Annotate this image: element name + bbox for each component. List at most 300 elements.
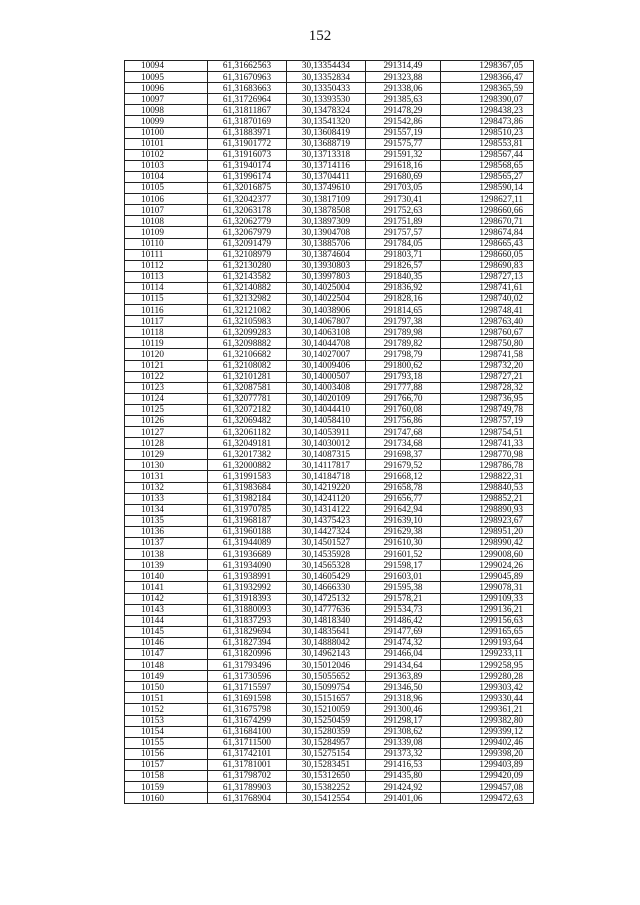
table-row xyxy=(125,782,534,793)
point-number-cell: 10146 xyxy=(125,637,208,648)
longitude-cell: 30,14818340 xyxy=(287,615,366,626)
point-number-cell: 10115 xyxy=(125,293,208,304)
latitude-cell: 61,31726964 xyxy=(208,94,287,105)
longitude-cell: 30,15280359 xyxy=(287,726,366,737)
coordinates-table-body xyxy=(125,61,534,804)
y-coordinate-cell: 1299156,63 xyxy=(441,615,534,626)
x-coordinate-cell: 291578,21 xyxy=(366,593,441,604)
longitude-cell: 30,13713318 xyxy=(287,149,366,160)
table-row xyxy=(125,438,534,449)
longitude-cell: 30,14022504 xyxy=(287,293,366,304)
x-coordinate-cell: 291730,41 xyxy=(366,194,441,205)
x-coordinate-cell: 291656,77 xyxy=(366,493,441,504)
longitude-cell: 30,14835641 xyxy=(287,626,366,637)
point-number-cell: 10094 xyxy=(125,61,208,72)
latitude-cell: 61,31711500 xyxy=(208,737,287,748)
point-number-cell: 10112 xyxy=(125,260,208,271)
point-number-cell: 10104 xyxy=(125,171,208,182)
latitude-cell: 61,32077781 xyxy=(208,393,287,404)
longitude-cell: 30,13714116 xyxy=(287,160,366,171)
table-row xyxy=(125,360,534,371)
longitude-cell: 30,14375423 xyxy=(287,515,366,526)
point-number-cell: 10117 xyxy=(125,316,208,327)
y-coordinate-cell: 1298736,95 xyxy=(441,393,534,404)
x-coordinate-cell: 291680,69 xyxy=(366,171,441,182)
x-coordinate-cell: 291747,68 xyxy=(366,427,441,438)
point-number-cell: 10132 xyxy=(125,482,208,493)
y-coordinate-cell: 1298754,51 xyxy=(441,427,534,438)
table-row xyxy=(125,416,534,427)
table-row xyxy=(125,793,534,804)
table-row xyxy=(125,149,534,160)
table-row xyxy=(125,338,534,349)
y-coordinate-cell: 1299399,12 xyxy=(441,726,534,737)
table-row xyxy=(125,393,534,404)
longitude-cell: 30,13354434 xyxy=(287,61,366,72)
longitude-cell: 30,14020109 xyxy=(287,393,366,404)
point-number-cell: 10114 xyxy=(125,282,208,293)
point-number-cell: 10156 xyxy=(125,748,208,759)
point-number-cell: 10135 xyxy=(125,515,208,526)
point-number-cell: 10095 xyxy=(125,72,208,83)
point-number-cell: 10111 xyxy=(125,249,208,260)
longitude-cell: 30,13904708 xyxy=(287,227,366,238)
table-row xyxy=(125,282,534,293)
table-row xyxy=(125,637,534,648)
point-number-cell: 10123 xyxy=(125,382,208,393)
table-row xyxy=(125,504,534,515)
latitude-cell: 61,31781001 xyxy=(208,759,287,770)
latitude-cell: 61,32140882 xyxy=(208,282,287,293)
y-coordinate-cell: 1299233,11 xyxy=(441,648,534,659)
latitude-cell: 61,32106682 xyxy=(208,349,287,360)
table-row xyxy=(125,715,534,726)
y-coordinate-cell: 1299109,33 xyxy=(441,593,534,604)
longitude-cell: 30,14427324 xyxy=(287,526,366,537)
x-coordinate-cell: 291766,70 xyxy=(366,393,441,404)
latitude-cell: 61,31901772 xyxy=(208,138,287,149)
x-coordinate-cell: 291784,05 xyxy=(366,238,441,249)
y-coordinate-cell: 1299008,60 xyxy=(441,549,534,560)
x-coordinate-cell: 291793,18 xyxy=(366,371,441,382)
x-coordinate-cell: 291603,01 xyxy=(366,571,441,582)
longitude-cell: 30,13749610 xyxy=(287,183,366,194)
table-row xyxy=(125,604,534,615)
point-number-cell: 10128 xyxy=(125,438,208,449)
x-coordinate-cell: 291598,17 xyxy=(366,560,441,571)
x-coordinate-cell: 291434,64 xyxy=(366,660,441,671)
point-number-cell: 10140 xyxy=(125,571,208,582)
table-row xyxy=(125,105,534,116)
x-coordinate-cell: 291618,16 xyxy=(366,160,441,171)
y-coordinate-cell: 1298670,71 xyxy=(441,216,534,227)
latitude-cell: 61,32049181 xyxy=(208,438,287,449)
y-coordinate-cell: 1298665,43 xyxy=(441,238,534,249)
y-coordinate-cell: 1298473,86 xyxy=(441,116,534,127)
latitude-cell: 61,31982184 xyxy=(208,493,287,504)
x-coordinate-cell: 291800,62 xyxy=(366,360,441,371)
longitude-cell: 30,14777636 xyxy=(287,604,366,615)
y-coordinate-cell: 1298690,83 xyxy=(441,260,534,271)
x-coordinate-cell: 291610,30 xyxy=(366,538,441,549)
table-row xyxy=(125,460,534,471)
table-row xyxy=(125,737,534,748)
y-coordinate-cell: 1298740,02 xyxy=(441,293,534,304)
point-number-cell: 10131 xyxy=(125,471,208,482)
longitude-cell: 30,14063108 xyxy=(287,327,366,338)
y-coordinate-cell: 1299280,28 xyxy=(441,671,534,682)
x-coordinate-cell: 291840,35 xyxy=(366,271,441,282)
table-row xyxy=(125,560,534,571)
point-number-cell: 10143 xyxy=(125,604,208,615)
table-row xyxy=(125,482,534,493)
longitude-cell: 30,13352834 xyxy=(287,72,366,83)
point-number-cell: 10160 xyxy=(125,793,208,804)
longitude-cell: 30,14038906 xyxy=(287,305,366,316)
y-coordinate-cell: 1298840,53 xyxy=(441,482,534,493)
longitude-cell: 30,13704411 xyxy=(287,171,366,182)
y-coordinate-cell: 1298822,31 xyxy=(441,471,534,482)
latitude-cell: 61,32098882 xyxy=(208,338,287,349)
latitude-cell: 61,31934090 xyxy=(208,560,287,571)
longitude-cell: 30,13997803 xyxy=(287,271,366,282)
x-coordinate-cell: 291401,06 xyxy=(366,793,441,804)
latitude-cell: 61,31798702 xyxy=(208,771,287,782)
x-coordinate-cell: 291789,98 xyxy=(366,327,441,338)
y-coordinate-cell: 1299303,42 xyxy=(441,682,534,693)
point-number-cell: 10113 xyxy=(125,271,208,282)
table-row xyxy=(125,748,534,759)
x-coordinate-cell: 291760,08 xyxy=(366,404,441,415)
latitude-cell: 61,31674299 xyxy=(208,715,287,726)
longitude-cell: 30,15055652 xyxy=(287,671,366,682)
y-coordinate-cell: 1298390,07 xyxy=(441,94,534,105)
longitude-cell: 30,14605429 xyxy=(287,571,366,582)
longitude-cell: 30,15210059 xyxy=(287,704,366,715)
x-coordinate-cell: 291601,52 xyxy=(366,549,441,560)
point-number-cell: 10105 xyxy=(125,183,208,194)
table-row xyxy=(125,471,534,482)
x-coordinate-cell: 291478,29 xyxy=(366,105,441,116)
point-number-cell: 10150 xyxy=(125,682,208,693)
latitude-cell: 61,32087581 xyxy=(208,382,287,393)
x-coordinate-cell: 291757,57 xyxy=(366,227,441,238)
point-number-cell: 10116 xyxy=(125,305,208,316)
longitude-cell: 30,14044708 xyxy=(287,338,366,349)
x-coordinate-cell: 291385,63 xyxy=(366,94,441,105)
x-coordinate-cell: 291703,05 xyxy=(366,183,441,194)
x-coordinate-cell: 291300,46 xyxy=(366,704,441,715)
y-coordinate-cell: 1299361,21 xyxy=(441,704,534,715)
x-coordinate-cell: 291339,08 xyxy=(366,737,441,748)
table-row xyxy=(125,327,534,338)
point-number-cell: 10153 xyxy=(125,715,208,726)
y-coordinate-cell: 1299330,44 xyxy=(441,693,534,704)
x-coordinate-cell: 291798,79 xyxy=(366,349,441,360)
x-coordinate-cell: 291338,06 xyxy=(366,83,441,94)
latitude-cell: 61,31968187 xyxy=(208,515,287,526)
table-row xyxy=(125,316,534,327)
latitude-cell: 61,32061182 xyxy=(208,427,287,438)
y-coordinate-cell: 1298951,20 xyxy=(441,526,534,537)
table-row xyxy=(125,582,534,593)
y-coordinate-cell: 1298590,14 xyxy=(441,183,534,194)
latitude-cell: 61,32063178 xyxy=(208,205,287,216)
table-row xyxy=(125,615,534,626)
longitude-cell: 30,14000507 xyxy=(287,371,366,382)
table-row xyxy=(125,205,534,216)
longitude-cell: 30,13541320 xyxy=(287,116,366,127)
longitude-cell: 30,14053911 xyxy=(287,427,366,438)
table-row xyxy=(125,171,534,182)
table-row xyxy=(125,138,534,149)
y-coordinate-cell: 1298923,67 xyxy=(441,515,534,526)
latitude-cell: 61,31715597 xyxy=(208,682,287,693)
y-coordinate-cell: 1298741,33 xyxy=(441,438,534,449)
x-coordinate-cell: 291777,88 xyxy=(366,382,441,393)
table-row xyxy=(125,293,534,304)
latitude-cell: 61,32016875 xyxy=(208,183,287,194)
x-coordinate-cell: 291323,88 xyxy=(366,72,441,83)
latitude-cell: 61,31675798 xyxy=(208,704,287,715)
latitude-cell: 61,31936689 xyxy=(208,549,287,560)
longitude-cell: 30,14535928 xyxy=(287,549,366,560)
table-row xyxy=(125,371,534,382)
longitude-cell: 30,13608419 xyxy=(287,127,366,138)
point-number-cell: 10152 xyxy=(125,704,208,715)
longitude-cell: 30,14003408 xyxy=(287,382,366,393)
point-number-cell: 10098 xyxy=(125,105,208,116)
table-row xyxy=(125,83,534,94)
latitude-cell: 61,32108979 xyxy=(208,249,287,260)
point-number-cell: 10120 xyxy=(125,349,208,360)
longitude-cell: 30,14888042 xyxy=(287,637,366,648)
longitude-cell: 30,13897309 xyxy=(287,216,366,227)
table-row xyxy=(125,515,534,526)
latitude-cell: 61,31742101 xyxy=(208,748,287,759)
longitude-cell: 30,14219220 xyxy=(287,482,366,493)
x-coordinate-cell: 291826,57 xyxy=(366,260,441,271)
table-row xyxy=(125,726,534,737)
coordinates-table xyxy=(124,60,534,804)
x-coordinate-cell: 291836,92 xyxy=(366,282,441,293)
point-number-cell: 10147 xyxy=(125,648,208,659)
longitude-cell: 30,14725132 xyxy=(287,593,366,604)
point-number-cell: 10106 xyxy=(125,194,208,205)
point-number-cell: 10139 xyxy=(125,560,208,571)
y-coordinate-cell: 1299402,46 xyxy=(441,737,534,748)
table-row xyxy=(125,449,534,460)
y-coordinate-cell: 1299420,09 xyxy=(441,771,534,782)
point-number-cell: 10159 xyxy=(125,782,208,793)
longitude-cell: 30,13930803 xyxy=(287,260,366,271)
table-row xyxy=(125,549,534,560)
y-coordinate-cell: 1298367,05 xyxy=(441,61,534,72)
longitude-cell: 30,15382252 xyxy=(287,782,366,793)
point-number-cell: 10109 xyxy=(125,227,208,238)
point-number-cell: 10118 xyxy=(125,327,208,338)
latitude-cell: 61,31996174 xyxy=(208,171,287,182)
longitude-cell: 30,13393530 xyxy=(287,94,366,105)
table-row xyxy=(125,526,534,537)
y-coordinate-cell: 1299472,63 xyxy=(441,793,534,804)
table-row xyxy=(125,72,534,83)
longitude-cell: 30,13885706 xyxy=(287,238,366,249)
x-coordinate-cell: 291416,53 xyxy=(366,759,441,770)
point-number-cell: 10142 xyxy=(125,593,208,604)
x-coordinate-cell: 291789,82 xyxy=(366,338,441,349)
longitude-cell: 30,14184718 xyxy=(287,471,366,482)
latitude-cell: 61,32000882 xyxy=(208,460,287,471)
table-row xyxy=(125,404,534,415)
longitude-cell: 30,15250459 xyxy=(287,715,366,726)
point-number-cell: 10119 xyxy=(125,338,208,349)
longitude-cell: 30,15151657 xyxy=(287,693,366,704)
latitude-cell: 61,31916073 xyxy=(208,149,287,160)
latitude-cell: 61,31789903 xyxy=(208,782,287,793)
point-number-cell: 10121 xyxy=(125,360,208,371)
latitude-cell: 61,32105983 xyxy=(208,316,287,327)
point-number-cell: 10158 xyxy=(125,771,208,782)
y-coordinate-cell: 1298510,23 xyxy=(441,127,534,138)
longitude-cell: 30,14962143 xyxy=(287,648,366,659)
table-row xyxy=(125,238,534,249)
latitude-cell: 61,31932992 xyxy=(208,582,287,593)
x-coordinate-cell: 291486,42 xyxy=(366,615,441,626)
longitude-cell: 30,15275154 xyxy=(287,748,366,759)
table-row xyxy=(125,349,534,360)
table-row xyxy=(125,116,534,127)
point-number-cell: 10127 xyxy=(125,427,208,438)
y-coordinate-cell: 1298728,32 xyxy=(441,382,534,393)
y-coordinate-cell: 1298660,66 xyxy=(441,205,534,216)
latitude-cell: 61,31768904 xyxy=(208,793,287,804)
latitude-cell: 61,32132982 xyxy=(208,293,287,304)
table-row xyxy=(125,660,534,671)
longitude-cell: 30,15099754 xyxy=(287,682,366,693)
point-number-cell: 10129 xyxy=(125,449,208,460)
latitude-cell: 61,31883971 xyxy=(208,127,287,138)
x-coordinate-cell: 291658,78 xyxy=(366,482,441,493)
x-coordinate-cell: 291814,65 xyxy=(366,305,441,316)
point-number-cell: 10145 xyxy=(125,626,208,637)
latitude-cell: 61,31684100 xyxy=(208,726,287,737)
y-coordinate-cell: 1298890,93 xyxy=(441,504,534,515)
y-coordinate-cell: 1298365,59 xyxy=(441,83,534,94)
x-coordinate-cell: 291591,32 xyxy=(366,149,441,160)
latitude-cell: 61,31820996 xyxy=(208,648,287,659)
point-number-cell: 10122 xyxy=(125,371,208,382)
x-coordinate-cell: 291668,12 xyxy=(366,471,441,482)
x-coordinate-cell: 291466,04 xyxy=(366,648,441,659)
point-number-cell: 10134 xyxy=(125,504,208,515)
longitude-cell: 30,14009406 xyxy=(287,360,366,371)
x-coordinate-cell: 291797,38 xyxy=(366,316,441,327)
point-number-cell: 10102 xyxy=(125,149,208,160)
point-number-cell: 10100 xyxy=(125,127,208,138)
table-row xyxy=(125,427,534,438)
point-number-cell: 10130 xyxy=(125,460,208,471)
latitude-cell: 61,32042377 xyxy=(208,194,287,205)
table-row xyxy=(125,493,534,504)
point-number-cell: 10149 xyxy=(125,671,208,682)
x-coordinate-cell: 291308,62 xyxy=(366,726,441,737)
point-number-cell: 10125 xyxy=(125,404,208,415)
y-coordinate-cell: 1299165,65 xyxy=(441,626,534,637)
y-coordinate-cell: 1298565,27 xyxy=(441,171,534,182)
point-number-cell: 10137 xyxy=(125,538,208,549)
x-coordinate-cell: 291346,50 xyxy=(366,682,441,693)
point-number-cell: 10108 xyxy=(125,216,208,227)
y-coordinate-cell: 1298990,42 xyxy=(441,538,534,549)
longitude-cell: 30,14565328 xyxy=(287,560,366,571)
y-coordinate-cell: 1298760,67 xyxy=(441,327,534,338)
latitude-cell: 61,31827394 xyxy=(208,637,287,648)
table-row xyxy=(125,194,534,205)
latitude-cell: 61,31940174 xyxy=(208,160,287,171)
y-coordinate-cell: 1298438,23 xyxy=(441,105,534,116)
point-number-cell: 10157 xyxy=(125,759,208,770)
latitude-cell: 61,31662563 xyxy=(208,61,287,72)
latitude-cell: 61,32091479 xyxy=(208,238,287,249)
latitude-cell: 61,31691598 xyxy=(208,693,287,704)
point-number-cell: 10138 xyxy=(125,549,208,560)
x-coordinate-cell: 291575,77 xyxy=(366,138,441,149)
table-row xyxy=(125,260,534,271)
x-coordinate-cell: 291629,38 xyxy=(366,526,441,537)
x-coordinate-cell: 291734,68 xyxy=(366,438,441,449)
y-coordinate-cell: 1298770,98 xyxy=(441,449,534,460)
table-row xyxy=(125,759,534,770)
x-coordinate-cell: 291557,19 xyxy=(366,127,441,138)
x-coordinate-cell: 291363,89 xyxy=(366,671,441,682)
latitude-cell: 61,31870169 xyxy=(208,116,287,127)
latitude-cell: 61,32121082 xyxy=(208,305,287,316)
x-coordinate-cell: 291474,32 xyxy=(366,637,441,648)
longitude-cell: 30,13817109 xyxy=(287,194,366,205)
latitude-cell: 61,32067979 xyxy=(208,227,287,238)
table-row xyxy=(125,682,534,693)
point-number-cell: 10141 xyxy=(125,582,208,593)
latitude-cell: 61,32108082 xyxy=(208,360,287,371)
x-coordinate-cell: 291595,38 xyxy=(366,582,441,593)
x-coordinate-cell: 291314,49 xyxy=(366,61,441,72)
y-coordinate-cell: 1298366,47 xyxy=(441,72,534,83)
table-row xyxy=(125,593,534,604)
point-number-cell: 10107 xyxy=(125,205,208,216)
y-coordinate-cell: 1299258,95 xyxy=(441,660,534,671)
y-coordinate-cell: 1298757,19 xyxy=(441,416,534,427)
longitude-cell: 30,13878508 xyxy=(287,205,366,216)
x-coordinate-cell: 291298,17 xyxy=(366,715,441,726)
x-coordinate-cell: 291698,37 xyxy=(366,449,441,460)
longitude-cell: 30,14087315 xyxy=(287,449,366,460)
longitude-cell: 30,14027007 xyxy=(287,349,366,360)
longitude-cell: 30,15412554 xyxy=(287,793,366,804)
y-coordinate-cell: 1298748,41 xyxy=(441,305,534,316)
y-coordinate-cell: 1298749,78 xyxy=(441,404,534,415)
table-row xyxy=(125,160,534,171)
table-row xyxy=(125,127,534,138)
point-number-cell: 10136 xyxy=(125,526,208,537)
y-coordinate-cell: 1298727,13 xyxy=(441,271,534,282)
x-coordinate-cell: 291373,32 xyxy=(366,748,441,759)
latitude-cell: 61,31880093 xyxy=(208,604,287,615)
x-coordinate-cell: 291828,16 xyxy=(366,293,441,304)
table-row xyxy=(125,305,534,316)
longitude-cell: 30,13350433 xyxy=(287,83,366,94)
table-row xyxy=(125,94,534,105)
